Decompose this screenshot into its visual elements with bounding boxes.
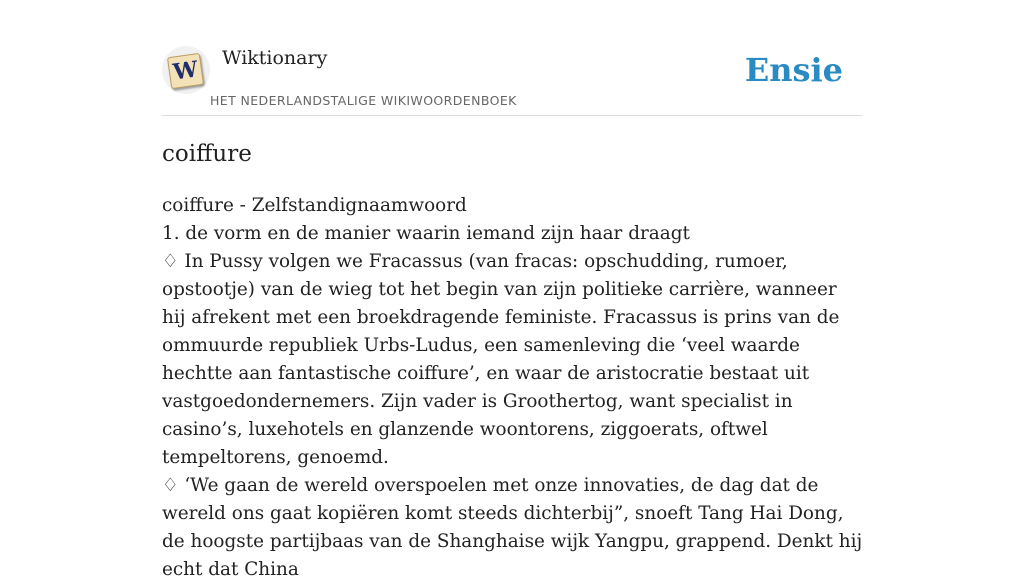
entry-title: coiffure	[162, 141, 252, 167]
example-sentence: ♢ ‘We gaan de wereld overspoelen met onze innovaties, de dag dat de wereld ons gaat kopiëren komt steeds dichterbij”, snoeft Tang Hai Dong, de hoogste partijbaas van de Shanghaise wijk Yangpu, grappend. Denkt hij echt dat China	[162, 475, 863, 580]
site-name[interactable]: Wiktionary	[222, 47, 328, 69]
wiktionary-logo[interactable]	[162, 46, 210, 94]
definition: 1. de vorm en de manier waarin iemand zijn haar draagt	[162, 223, 690, 244]
part-of-speech-line: coiffure - Zelfstandignaamwoord	[162, 195, 467, 216]
example-sentence: ♢ In Pussy volgen we Fracassus (van fracas: opschudding, rumoer, opstootje) van de wieg tot het begin van zijn politieke carrière, wanneer hij afrekent met een broekdragende feministe. Fracassus is prins van de ommuurde republiek Urbs-Ludus, een samenleving die ‘veel waarde hechtte aan fantastische coiffure’, en waar de aristocratie bestaat uit vastgoedondernemers. Zijn vader is Groothertog, want specialist in casino’s, luxehotels en glanzende woontorens, ziggoerats, oftwel tempeltorens, genoemd.	[162, 251, 840, 468]
wiktionary-w-tile-icon: W	[167, 53, 204, 89]
ensie-brand-logo[interactable]: Ensie	[744, 51, 843, 89]
header-divider	[162, 115, 862, 116]
site-tagline: HET NEDERLANDSTALIGE WIKIWOORDENBOEK	[210, 93, 517, 108]
entry-body	[162, 192, 864, 584]
